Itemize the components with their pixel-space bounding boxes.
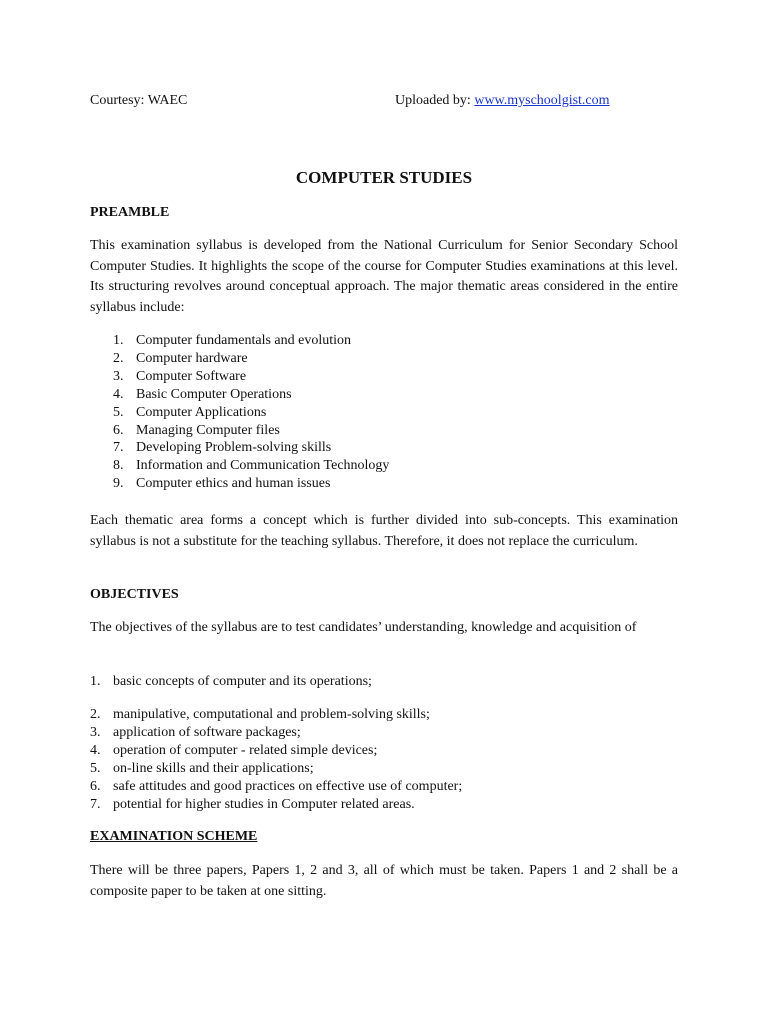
list-item: 3. Computer Software bbox=[113, 368, 247, 384]
list-item: 1. Computer fundamentals and evolution bbox=[113, 333, 352, 348]
list-item: 7. Developing Problem-solving skills bbox=[113, 440, 332, 456]
preamble-closing: Each thematic area forms a concept which is further divided into sub-concepts. This examination syllabus is not a substitute for the teaching syllabus. Therefore, it does not replace the curriculum. bbox=[90, 513, 678, 549]
preamble-intro: This examination syllabus is developed from the National Curriculum for Senior Secondary School Computer Studies. It highlights the scope of the course for Computer Studies examinations at this level. Its structuring revolves around conceptual approach. The major thematic areas considered in the entire syllabus include: bbox=[90, 238, 678, 316]
list-item: 9. Computer ethics and human issues bbox=[113, 476, 331, 492]
list-item: 2. Computer hardware bbox=[113, 350, 248, 366]
list-item: 6. safe attitudes and good practices on effective use of computer; bbox=[90, 778, 463, 794]
exam-scheme-heading: EXAMINATION SCHEME bbox=[90, 829, 258, 844]
list-item: 5. on-line skills and their applications; bbox=[90, 760, 314, 776]
list-item: 2. manipulative, computational and problem-solving skills; bbox=[90, 707, 430, 722]
list-item: 8. Information and Communication Technology bbox=[113, 458, 390, 474]
document-title: COMPUTER STUDIES bbox=[295, 168, 473, 187]
objectives-intro: The objectives of the syllabus are to test candidates’ understanding, knowledge and acquisition of bbox=[90, 620, 637, 635]
objectives-list bbox=[90, 706, 462, 813]
page-header bbox=[90, 93, 678, 111]
list-item: 5. Computer Applications bbox=[113, 404, 267, 420]
uploaded-by-label: Uploaded by: bbox=[395, 93, 475, 108]
list-item: 7. potential for higher studies in Computer related areas. bbox=[90, 796, 415, 812]
uploaded-by-link[interactable]: www.myschoolgist.com bbox=[474, 93, 610, 108]
list-item: 1. basic concepts of computer and its operations; bbox=[90, 674, 372, 689]
thematic-areas-list bbox=[113, 332, 389, 493]
objectives-heading: OBJECTIVES bbox=[90, 587, 179, 602]
objectives-first-item bbox=[90, 673, 372, 691]
list-item: 3. application of software packages; bbox=[90, 724, 301, 740]
preamble-heading: PREAMBLE bbox=[90, 205, 170, 220]
list-item: 4. operation of computer - related simple devices; bbox=[90, 742, 378, 758]
uploaded-by bbox=[395, 93, 610, 109]
list-item: 4. Basic Computer Operations bbox=[113, 386, 292, 402]
courtesy-text: Courtesy: WAEC bbox=[90, 93, 188, 108]
list-item: 6. Managing Computer files bbox=[113, 422, 280, 438]
exam-scheme-text: There will be three papers, Papers 1, 2 and 3, all of which must be taken. Papers 1 and 2 shall be a composite paper to be taken at one sitting. bbox=[90, 863, 678, 899]
